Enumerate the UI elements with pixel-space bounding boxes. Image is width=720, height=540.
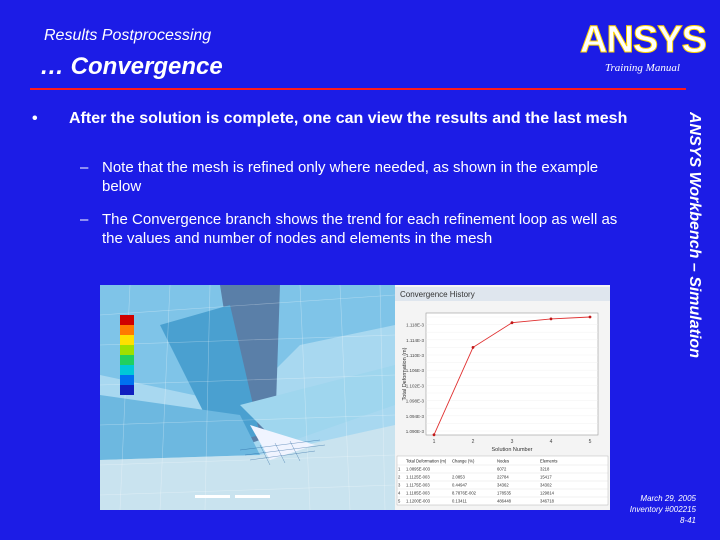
dash-icon: –	[80, 159, 89, 176]
footer-inventory: Inventory #002215	[629, 505, 696, 514]
mesh-view	[100, 285, 395, 510]
data-point	[472, 346, 475, 349]
section-title: Results Postprocessing	[44, 27, 212, 44]
sidebar-product-name	[679, 112, 709, 412]
table-cell: 1.1185E-003	[406, 490, 430, 496]
bullet-point	[32, 108, 652, 129]
y-tick-label: 1.106E-3	[405, 368, 424, 374]
table-cell: 2	[398, 474, 401, 480]
table-cell: 3	[398, 482, 401, 488]
y-tick-label: 1.098E-3	[405, 398, 424, 404]
y-tick-label: 1.110E-3	[406, 353, 424, 358]
table-cell: 4	[398, 490, 401, 496]
table-cell: 129814	[540, 490, 554, 496]
table-cell: 34362	[497, 482, 509, 488]
x-axis-label: Solution Number	[491, 447, 533, 453]
table-cell: 1.1200E-003	[406, 498, 430, 504]
data-point	[511, 321, 514, 324]
x-tick-label: 2	[471, 439, 475, 445]
sub-point-mesh	[80, 158, 640, 196]
svg-text:ANSYS: ANSYS	[580, 19, 706, 61]
table-cell: 34302	[540, 482, 552, 488]
table-cell: 22784	[497, 474, 509, 480]
y-tick-label: 1.090E-3	[405, 429, 424, 434]
training-manual-label: Training Manual	[605, 62, 680, 74]
svg-text:ANSYS Workbench – Simulation: ANSYS Workbench – Simulation	[686, 112, 703, 358]
x-tick-label: 1	[432, 439, 436, 445]
slide-footer	[600, 493, 696, 526]
x-tick-label: 5	[588, 439, 592, 445]
table-cell: 6072	[497, 466, 507, 472]
y-axis-label: Total Deformation (m)	[402, 347, 408, 401]
table-cell: 1.1125E-003	[406, 474, 430, 480]
data-point	[550, 318, 553, 321]
title-rule	[30, 88, 686, 90]
slide-title: … Convergence	[40, 53, 223, 80]
footer-date: March 29, 2005	[640, 494, 696, 503]
table-cell: 1	[398, 466, 401, 472]
table-cell: 486448	[497, 498, 511, 504]
y-tick-label: 1.114E-3	[406, 337, 424, 343]
table-cell: 2.0853	[452, 474, 465, 480]
bullet-icon: •	[32, 110, 38, 127]
workbench-screenshot	[100, 285, 610, 510]
table-cell: 0.13411	[452, 498, 467, 504]
table-cell: 15417	[540, 474, 552, 480]
sub-point-convergence	[80, 210, 640, 248]
sub-point-text: Note that the mesh is refined only where needed, as shown in the example below	[102, 159, 599, 195]
table-cell: 3218	[540, 466, 550, 472]
convergence-panel	[395, 285, 610, 510]
table-header-cell: Nodes	[497, 458, 510, 464]
panel-title: Convergence History	[400, 290, 475, 299]
y-tick-label: 1.102E-3	[405, 383, 424, 389]
ansys-logo	[578, 18, 706, 62]
dash-icon: –	[80, 211, 89, 228]
table-header-cell: Change (%)	[452, 458, 475, 464]
table-cell: 1.1175E-003	[406, 482, 430, 488]
table-cell: 5	[398, 498, 401, 504]
y-tick-label: 1.118E-3	[406, 322, 424, 328]
x-tick-label: 4	[549, 439, 553, 445]
table-header-cell: Total Deformation (m)	[406, 458, 447, 464]
table-cell: 0.44947	[452, 482, 468, 488]
table-header-cell: Elements	[540, 458, 558, 464]
footer-page-number: 8-41	[679, 516, 696, 525]
bullet-text: After the solution is complete, one can view the results and the last mesh	[69, 110, 628, 127]
table-cell: 1.0895E-003	[406, 466, 430, 472]
y-tick-label: 1.094E-3	[405, 413, 424, 419]
table-cell: 178535	[497, 490, 511, 496]
sub-point-text: The Convergence branch shows the trend for each refinement loop as well as the values and number of nodes and elements in the mesh	[102, 211, 618, 247]
x-tick-label: 3	[510, 439, 514, 445]
table-cell: 8.7876E-002	[452, 490, 476, 496]
data-point	[433, 433, 436, 436]
table-cell: 346718	[540, 498, 554, 504]
data-point	[589, 316, 592, 319]
